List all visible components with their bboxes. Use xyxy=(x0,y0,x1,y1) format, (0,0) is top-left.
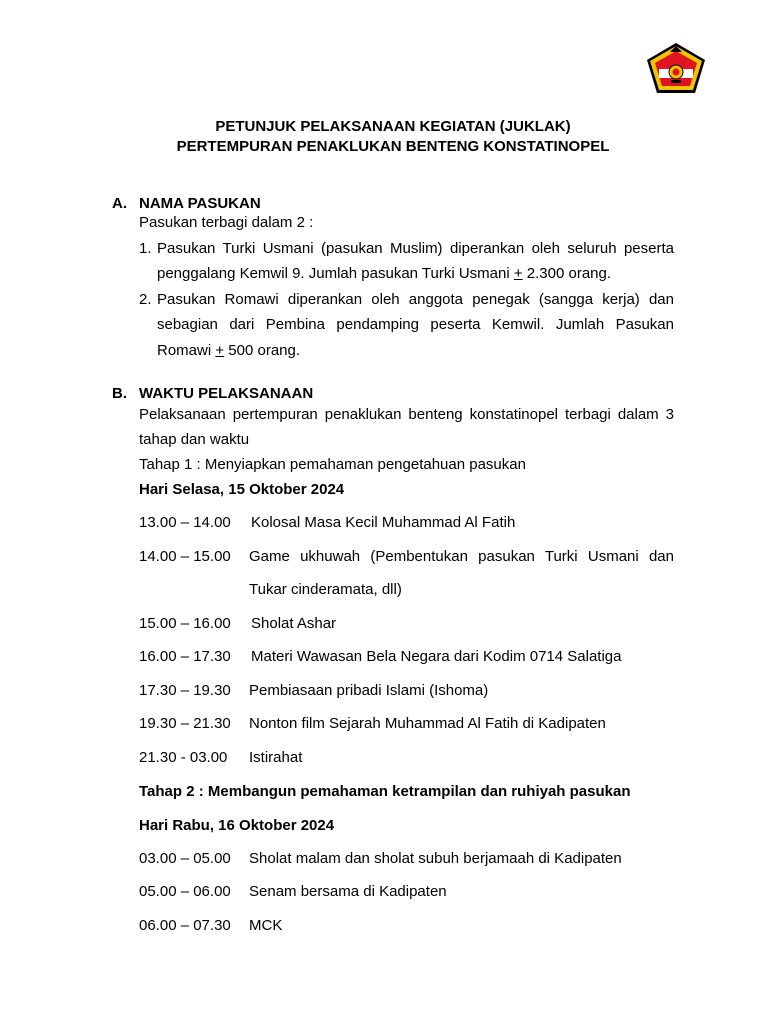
schedule-activity: MCK xyxy=(249,917,283,934)
schedule-time: 06.00 – 07.30 xyxy=(139,917,231,934)
schedule-activity: Materi Wawasan Bela Negara dari Kodim 0714 Salatiga xyxy=(251,648,622,665)
section-a-heading: NAMA PASUKAN xyxy=(139,195,261,212)
section-a-intro: Pasukan terbagi dalam 2 : xyxy=(139,214,314,231)
section-b-intro-line1: Pelaksanaan pertempuran penaklukan benteng konstatinopel terbagi dalam 3 xyxy=(139,406,674,423)
schedule-time: 17.30 – 19.30 xyxy=(139,682,231,699)
schedule-time: 15.00 – 16.00 xyxy=(139,615,231,632)
day-2-title: Hari Rabu, 16 Oktober 2024 xyxy=(139,817,335,834)
schedule-time: 13.00 – 14.00 xyxy=(139,514,231,531)
schedule-time: 21.30 - 03.00 xyxy=(139,749,228,766)
schedule-time: 16.00 – 17.30 xyxy=(139,648,231,665)
document-title-line1: PETUNJUK PELAKSANAAN KEGIATAN (JUKLAK) xyxy=(215,118,571,135)
tahap-2-title: Tahap 2 : Membangun pemahaman ketrampilan dan ruhiyah pasukan xyxy=(139,783,631,800)
list-item-2-line2: sebagian dari Pembina pendamping peserta Kemwil. Jumlah Pasukan xyxy=(157,316,674,333)
schedule-activity: Senam bersama di Kadipaten xyxy=(249,883,447,900)
document-title-line2: PERTEMPURAN PENAKLUKAN BENTENG KONSTATINOPEL xyxy=(176,138,610,155)
schedule-activity: Istirahat xyxy=(249,749,303,766)
schedule-activity: Sholat Ashar xyxy=(251,615,337,632)
organization-emblem-icon xyxy=(646,42,706,94)
day-1-title: Hari Selasa, 15 Oktober 2024 xyxy=(139,481,345,498)
plus-minus-symbol: + xyxy=(215,342,225,359)
list-item-number: 2. xyxy=(139,291,152,308)
schedule-activity: Sholat malam dan sholat subuh berjamaah di Kadipaten xyxy=(249,850,622,867)
section-b-heading: WAKTU PELAKSANAAN xyxy=(139,385,314,402)
schedule-activity-continued: Tukar cinderamata, dll) xyxy=(249,581,402,598)
list-item-number: 1. xyxy=(139,240,152,257)
tahap-1-title: Tahap 1 : Menyiapkan pemahaman pengetahuan pasukan xyxy=(139,456,526,473)
list-item-1-line2: penggalang Kemwil 9. Jumlah pasukan Turki Usmani + 2.300 orang. xyxy=(157,265,612,282)
list-item-2-line3: Romawi + 500 orang. xyxy=(157,342,301,359)
schedule-activity: Nonton film Sejarah Muhammad Al Fatih di Kadipaten xyxy=(249,715,606,732)
list-item-2-line1: Pasukan Romawi diperankan oleh anggota penegak (sangga kerja) dan xyxy=(157,291,674,308)
schedule-activity: Kolosal Masa Kecil Muhammad Al Fatih xyxy=(251,514,516,531)
schedule-activity: Game ukhuwah (Pembentukan pasukan Turki Usmani dan xyxy=(249,548,674,565)
schedule-time: 05.00 – 06.00 xyxy=(139,883,231,900)
schedule-time: 14.00 – 15.00 xyxy=(139,548,231,565)
schedule-time: 19.30 – 21.30 xyxy=(139,715,231,732)
section-b-label: B. xyxy=(112,385,127,402)
schedule-activity: Pembiasaan pribadi Islami (Ishoma) xyxy=(249,682,489,699)
section-b-intro-line2: tahap dan waktu xyxy=(139,431,250,448)
section-a-label: A. xyxy=(112,195,127,212)
schedule-time: 03.00 – 05.00 xyxy=(139,850,231,867)
list-item-1-line1: Pasukan Turki Usmani (pasukan Muslim) diperankan oleh seluruh peserta xyxy=(157,240,674,257)
plus-minus-symbol: + xyxy=(513,265,523,282)
